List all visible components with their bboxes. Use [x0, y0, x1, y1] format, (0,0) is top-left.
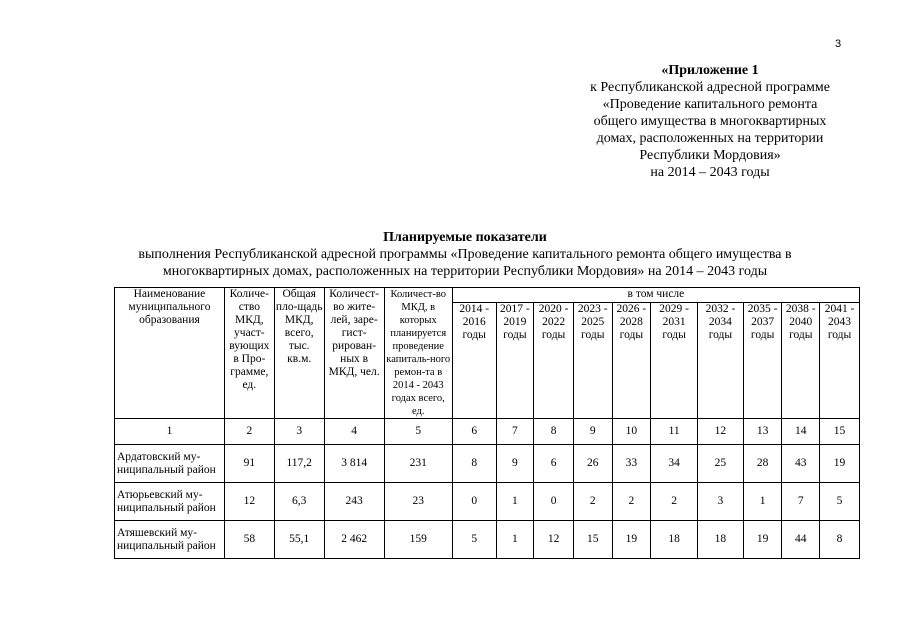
cell-period: 5: [452, 521, 496, 559]
header-planned: Количест-во МКД, в которых планируется проведение капиталь-ного ремон-та в 2014 - 2043 годах всего, ед.: [384, 288, 452, 419]
column-number-row: [115, 419, 860, 445]
cell-area: 117,2: [274, 445, 324, 483]
cell-period: 43: [782, 445, 820, 483]
cell-period: 34: [651, 445, 698, 483]
cell-period: 19: [612, 521, 651, 559]
header-period: 2029 - 2031 годы: [651, 303, 698, 419]
cell-mkd: 91: [224, 445, 274, 483]
cell-period: 8: [452, 445, 496, 483]
heading-title: Планируемые показатели: [383, 230, 547, 245]
cell-period: 25: [698, 445, 744, 483]
column-number: 14: [782, 419, 820, 445]
cell-planned: 231: [384, 445, 452, 483]
column-number: 4: [324, 419, 384, 445]
header-group: в том числе: [452, 288, 859, 303]
column-number: 8: [534, 419, 574, 445]
row-name: Ардатовский му-ниципальный район: [115, 445, 225, 483]
cell-period: 5: [820, 483, 860, 521]
cell-period: 19: [820, 445, 860, 483]
column-number: 7: [496, 419, 534, 445]
cell-area: 6,3: [274, 483, 324, 521]
header-period: 2038 - 2040 годы: [782, 303, 820, 419]
column-number: 12: [698, 419, 744, 445]
cell-period: 3: [698, 483, 744, 521]
appendix-line: Республики Мордовия»: [639, 148, 781, 163]
cell-period: 0: [534, 483, 574, 521]
cell-residents: 3 814: [324, 445, 384, 483]
column-number: 3: [274, 419, 324, 445]
header-period: 2023 - 2025 годы: [573, 303, 612, 419]
cell-period: 44: [782, 521, 820, 559]
table-row: [115, 445, 860, 483]
column-number: 13: [743, 419, 782, 445]
column-number: 1: [115, 419, 225, 445]
column-number: 9: [573, 419, 612, 445]
cell-period: 26: [573, 445, 612, 483]
appendix-line: на 2014 – 2043 годы: [650, 165, 770, 180]
cell-period: 7: [782, 483, 820, 521]
cell-period: 18: [698, 521, 744, 559]
cell-period: 28: [743, 445, 782, 483]
header-period: 2026 - 2028 годы: [612, 303, 651, 419]
column-number: 6: [452, 419, 496, 445]
cell-residents: 243: [324, 483, 384, 521]
indicators-table: [114, 287, 860, 559]
column-number: 15: [820, 419, 860, 445]
header-period: 2014 - 2016 годы: [452, 303, 496, 419]
row-name: Атяшевский му-ниципальный район: [115, 521, 225, 559]
header-period: 2041 - 2043 годы: [820, 303, 860, 419]
column-number: 11: [651, 419, 698, 445]
cell-period: 15: [573, 521, 612, 559]
appendix-block: [560, 62, 860, 181]
cell-mkd: 12: [224, 483, 274, 521]
cell-period: 19: [743, 521, 782, 559]
header-name: Наименование муниципального образования: [115, 288, 225, 419]
cell-period: 9: [496, 445, 534, 483]
header-area: Общая пло-щадь МКД, всего, тыс. кв.м.: [274, 288, 324, 419]
header-period: 2017 - 2019 годы: [496, 303, 534, 419]
column-number: 2: [224, 419, 274, 445]
heading-line: выполнения Республиканской адресной программы «Проведение капитального ремонта общего имущества в: [138, 247, 792, 262]
cell-period: 0: [452, 483, 496, 521]
cell-planned: 159: [384, 521, 452, 559]
cell-period: 2: [573, 483, 612, 521]
table-row: [115, 483, 860, 521]
row-name: Атюрьевский му-ниципальный район: [115, 483, 225, 521]
cell-period: 18: [651, 521, 698, 559]
cell-area: 55,1: [274, 521, 324, 559]
heading-line: многоквартирных домах, расположенных на территории Республики Мордовия» на 2014 – 2043 годы: [162, 264, 768, 279]
column-number: 10: [612, 419, 651, 445]
appendix-line: общего имущества в многоквартирных: [593, 114, 827, 129]
header-mkd-count: Количе-ство МКД, участ-вующих в Про-грамме, ед.: [224, 288, 274, 419]
table-row: [115, 521, 860, 559]
cell-period: 8: [820, 521, 860, 559]
appendix-line: к Республиканской адресной программе: [590, 80, 830, 95]
appendix-title: «Приложение 1: [661, 63, 759, 78]
column-number: 5: [384, 419, 452, 445]
header-row: [115, 288, 860, 303]
header-period: 2020 - 2022 годы: [534, 303, 574, 419]
header-period: 2032 - 2034 годы: [698, 303, 744, 419]
page-number: 3: [835, 38, 842, 50]
cell-period: 2: [651, 483, 698, 521]
header-period: 2035 - 2037 годы: [743, 303, 782, 419]
header-residents: Количест-во жите-лей, заре-гист-рирован-ных в МКД, чел.: [324, 288, 384, 419]
appendix-line: домах, расположенных на территории: [596, 131, 824, 146]
appendix-line: «Проведение капитального ремонта: [602, 97, 818, 112]
cell-period: 6: [534, 445, 574, 483]
cell-period: 2: [612, 483, 651, 521]
cell-mkd: 58: [224, 521, 274, 559]
document-heading: [112, 229, 818, 280]
cell-period: 1: [496, 521, 534, 559]
cell-planned: 23: [384, 483, 452, 521]
cell-period: 33: [612, 445, 651, 483]
cell-period: 12: [534, 521, 574, 559]
cell-residents: 2 462: [324, 521, 384, 559]
cell-period: 1: [743, 483, 782, 521]
cell-period: 1: [496, 483, 534, 521]
